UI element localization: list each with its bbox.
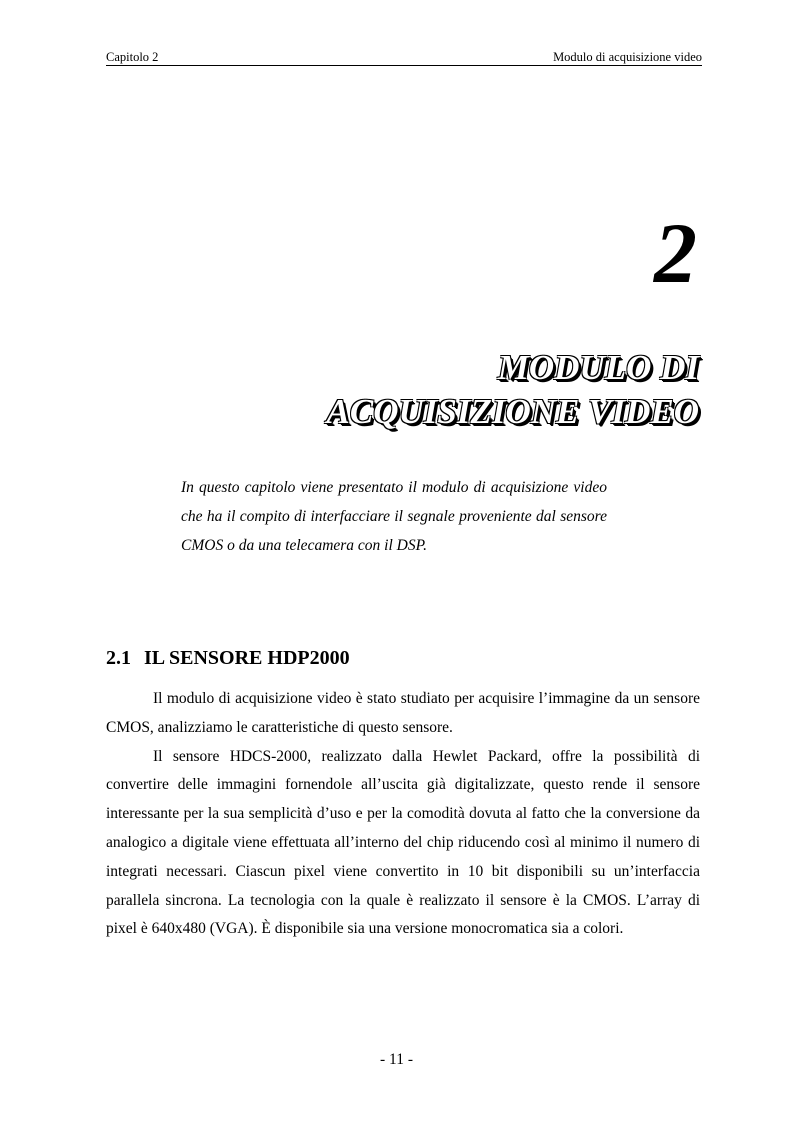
paragraph: Il modulo di acquisizione video è stato studiato per acquisire l’immagine da un sensore CMOS, analizziamo le caratteristiche di questo sensore.	[106, 690, 700, 736]
header-chapter-label: Capitolo 2	[106, 50, 159, 64]
page-number: - 11 -	[380, 1051, 413, 1068]
paragraph: Il sensore HDCS-2000, realizzato dalla Hewlet Packard, offre la possibilità di convertire delle immagini fornendole all’uscita già digitalizzate, questo rende il sensore interessante per la sua semplicità d’uso e per la comodità dovuta al fatto che la conversione da analogico a digitale viene effettuata all’interno del chip riducendo così al minimo il numero di integrati necessari. Ciascun pixel viene convertito in 10 bit disponibili su un’interfaccia parallela sincrona. La tecnologia con la quale è realizzato il sensore è la CMOS. L’array di pixel è 640x480 (VGA). È disponibile sia una versione monocromatica sia a colori.	[106, 747, 700, 938]
section-title: IL SENSORE HDP2000	[144, 647, 350, 669]
header-chapter-title: Modulo di acquisizione video	[553, 50, 702, 64]
section-number: 2.1	[106, 647, 131, 669]
chapter-title	[99, 346, 699, 434]
running-header	[106, 49, 702, 66]
section-heading	[106, 644, 350, 672]
chapter-number: 2	[654, 205, 697, 301]
chapter-abstract: In questo capitolo viene presentato il modulo di acquisizione video che ha il compito di interfacciare il segnale proveniente dal sensore CMOS o da una telecamera con il DSP.	[181, 479, 607, 554]
chapter-title-line-1: MODULO DI	[497, 348, 699, 387]
chapter-title-line-2: ACQUISIZIONE VIDEO	[326, 392, 699, 431]
body-text	[106, 685, 700, 944]
